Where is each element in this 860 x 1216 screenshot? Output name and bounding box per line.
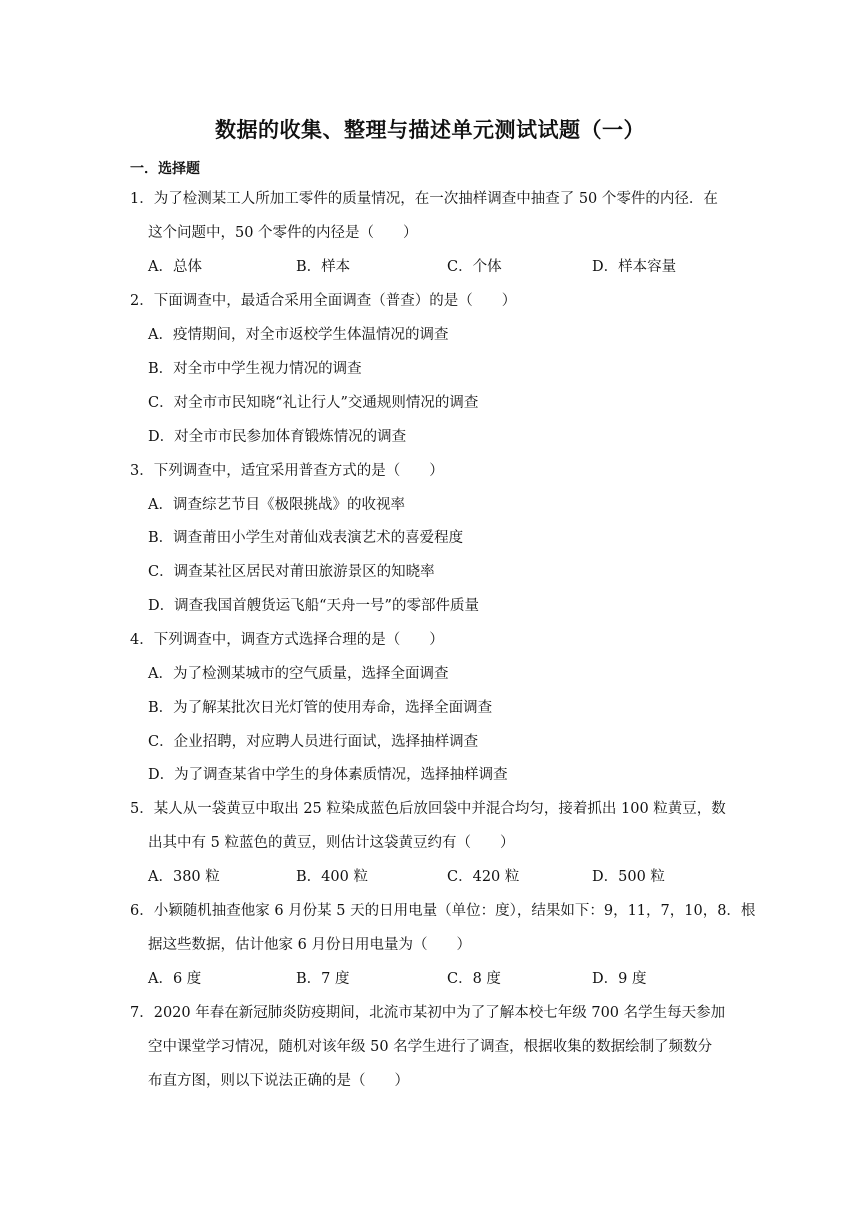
question-7-line-3: 布直方图，则以下说法正确的是（ ） xyxy=(148,1073,409,1089)
question-2-option-b: B．对全市中学生视力情况的调查 xyxy=(148,361,362,377)
question-4-option-a: A．为了检测某城市的空气质量，选择全面调查 xyxy=(148,666,449,682)
question-2-line-1: 2．下面调查中，最适合采用全面调查（普查）的是（ ） xyxy=(130,293,517,309)
question-1-option-b: B．样本 xyxy=(296,259,351,275)
question-1-line-1: 1．为了检测某工人所加工零件的质量情况，在一次抽样调查中抽查了 50 个零件的内径．在 xyxy=(130,191,718,207)
question-3-option-a: A．调查综艺节目《极限挑战》的收视率 xyxy=(148,497,405,513)
question-1-line-2: 这个问题中，50 个零件的内径是（ ） xyxy=(148,225,418,241)
question-6-option-c: C．8 度 xyxy=(447,971,501,987)
question-6-options xyxy=(148,969,768,989)
question-3-option-b: B．调查莆田小学生对莆仙戏表演艺术的喜爱程度 xyxy=(148,530,464,546)
question-5-option-b: B．400 粒 xyxy=(296,869,368,885)
question-2-option-d: D．对全市市民参加体育锻炼情况的调查 xyxy=(148,429,407,445)
question-3-line-1: 3．下列调查中，适宜采用普查方式的是（ ） xyxy=(130,463,444,479)
question-6-option-b: B．7 度 xyxy=(296,971,350,987)
question-6-line-2: 据这些数据，估计他家 6 月份日用电量为（ ） xyxy=(148,937,471,953)
question-4-option-d: D．为了调查某省中学生的身体素质情况，选择抽样调查 xyxy=(148,767,508,783)
question-4-line-1: 4．下列调查中，调查方式选择合理的是（ ） xyxy=(130,632,444,648)
question-1-option-c: C．个体 xyxy=(447,259,502,275)
question-6-line-1: 6．小颖随机抽查他家 6 月份某 5 天的日用电量（单位：度），结果如下：9，11，7，10，8．根 xyxy=(130,903,756,919)
question-4-option-c: C．企业招聘，对应聘人员进行面试，选择抽样调查 xyxy=(148,734,479,750)
page-title: 数据的收集、整理与描述单元测试试题（一） xyxy=(215,118,645,142)
question-1-option-a: A．总体 xyxy=(148,259,202,275)
question-5-options xyxy=(148,867,768,887)
question-3-option-d: D．调查我国首艘货运飞船“天舟一号”的零部件质量 xyxy=(148,598,479,614)
question-6-option-d: D．9 度 xyxy=(592,971,647,987)
question-7-line-1: 7．2020 年春在新冠肺炎防疫期间，北流市某初中为了了解本校七年级 700 名学生每天参加 xyxy=(130,1005,726,1021)
question-4-option-b: B．为了解某批次日光灯管的使用寿命，选择全面调查 xyxy=(148,700,493,716)
question-5-line-1: 5．某人从一袋黄豆中取出 25 粒染成蓝色后放回袋中并混合均匀，接着抓出 100 粒黄豆，数 xyxy=(130,801,726,817)
question-6-option-a: A．6 度 xyxy=(148,971,202,987)
question-5-option-d: D．500 粒 xyxy=(592,869,665,885)
question-5-option-c: C．420 粒 xyxy=(447,869,520,885)
question-5-line-2: 出其中有 5 粒蓝色的黄豆，则估计这袋黄豆约有（ ） xyxy=(148,835,515,851)
question-2-option-c: C．对全市市民知晓“礼让行人”交通规则情况的调查 xyxy=(148,395,479,411)
question-2-option-a: A．疫情期间，对全市返校学生体温情况的调查 xyxy=(148,327,449,343)
section-heading: 一．选择题 xyxy=(130,161,200,177)
question-1-option-d: D．样本容量 xyxy=(592,259,677,275)
question-5-option-a: A．380 粒 xyxy=(148,869,220,885)
question-7-line-2: 空中课堂学习情况，随机对该年级 50 名学生进行了调查，根据收集的数据绘制了频数分 xyxy=(148,1039,713,1055)
question-1-options xyxy=(148,257,768,277)
question-3-option-c: C．调查某社区居民对莆田旅游景区的知晓率 xyxy=(148,564,435,580)
